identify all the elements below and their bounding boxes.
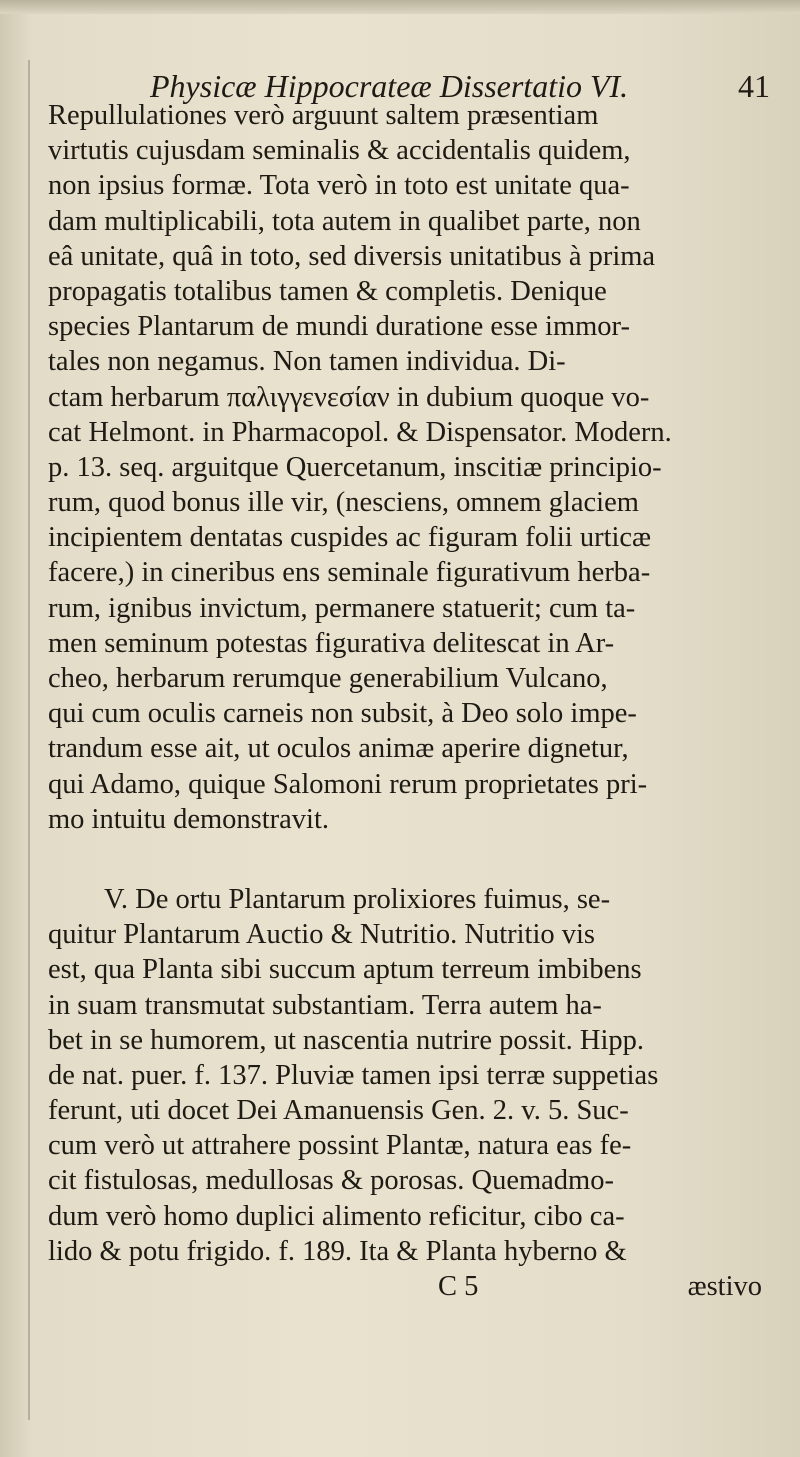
text-line: dum verò homo duplici alimento reficitur, cibo ca- [48,1200,625,1232]
paragraph-gap [48,837,770,882]
running-title: Physicæ Hippocrateæ Dissertatio VI. [150,68,629,104]
body-text [48,98,770,1304]
text-line: bet in se humorem, ut nascentia nutrire possit. Hipp. [48,1024,645,1056]
text-line: est, qua Planta sibi succum aptum terreum imbibens [48,954,642,986]
text-line: non ipsius formæ. Tota verò in toto est unitate qua- [48,170,630,202]
text-line: rum, quod bonus ille vir, (nesciens, omnem glaciem [48,487,639,519]
text-line: incipientem dentatas cuspides ac figuram folii urticæ [48,522,652,554]
text-line: cum verò ut attrahere possint Plantæ, natura eas fe- [48,1130,632,1162]
text-line: tales non negamus. Non tamen individua. Di- [48,346,566,378]
text-line: species Plantarum de mundi duratione esse immor- [48,311,630,343]
catchword: æstivo [687,1271,762,1302]
paragraph-1 [48,98,770,837]
paragraph-2 [48,882,770,1269]
text-line: facere,) in cineribus ens seminale figurativum herba- [48,557,651,589]
text-line: ferunt, uti docet Dei Amanuensis Gen. 2. v. 5. Suc- [48,1095,629,1127]
text-line: qui cum oculis carneis non subsit, à Deo solo impe- [48,698,637,730]
text-line: eâ unitate, quâ in toto, sed diversis unitatibus à prima [48,240,656,272]
page-number: 41 [738,68,770,104]
text-line: Repullulationes verò arguunt saltem præsentiam [48,100,599,131]
text-line: lido & potu frigido. f. 189. Ita & Planta hyberno & [48,1235,627,1267]
text-line: mo intuitu demonstravit. [48,803,330,835]
text-line: in suam transmutat substantiam. Terra autem ha- [48,989,602,1021]
text-line: virtutis cujusdam seminalis & accidentalis quidem, [48,135,631,167]
text-line: cit fistulosas, medullosas & porosas. Quemadmo- [48,1165,614,1197]
text-line: ctam herbarum παλιγγενεσίαν in dubium quoque vo- [48,381,650,413]
text-line: cheo, herbarum rerumque generabilium Vulcano, [48,663,608,694]
binding-gutter [28,60,30,1420]
text-line: men seminum potestas figurativa delitescat in Ar- [48,627,615,659]
text-line: qui Adamo, quique Salomoni rerum proprietates pri- [48,768,648,800]
text-line: quitur Plantarum Auctio & Nutritio. Nutritio vis [48,919,596,951]
text-line: trandum esse ait, ut oculos animæ aperire dignetur, [48,733,629,765]
text-line: p. 13. seq. arguitque Quercetanum, inscitiæ principio- [48,451,662,483]
text-line: rum, ignibus invictum, permanere statuerit; cum ta- [48,592,636,624]
signature-mark: C 5 [438,1271,479,1302]
text-line: de nat. puer. f. 137. Pluviæ tamen ipsi terræ suppetias [48,1059,659,1091]
text-line: V. De ortu Plantarum prolixiores fuimus, se- [104,883,611,915]
text-line: propagatis totalibus tamen & completis. Denique [48,275,607,307]
text-line: cat Helmont. in Pharmacopol. & Dispensator. Modern. [48,416,672,448]
text-line: dam multiplicabili, tota autem in qualibet parte, non [48,205,641,237]
page-top-edge [0,0,800,14]
signature-line [48,1269,770,1304]
